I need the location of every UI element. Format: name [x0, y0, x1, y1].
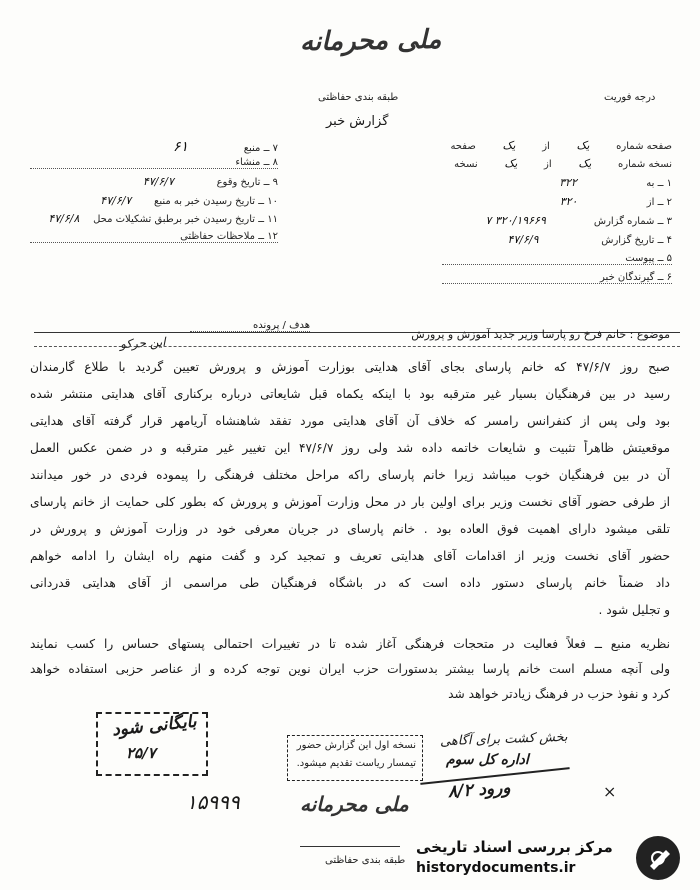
report-number-row — [441, 214, 672, 227]
page-number-value: یک — [576, 139, 590, 152]
subject-handwritten-note: این حرکو — [119, 334, 166, 352]
recipients-label: ۶ ــ گیرندگان خبر — [600, 272, 672, 283]
report-number-value: ۳۲۰/۱۹۶۶۹ ۷ — [485, 214, 546, 227]
page-number-mid: از — [542, 141, 550, 152]
page-number-label: صفحه شماره — [616, 141, 672, 152]
bottom-number: ۱۵۹۹۹ — [186, 790, 240, 814]
cross-mark: × — [603, 782, 617, 801]
opinion-line: ولی آنچه مسلم است خانم پارسا بیشتر بدستورات حزب ایران نوین توجه کرده و از عناصر حزبی استفاده خواهد — [30, 662, 670, 676]
copy-number-mid: از — [544, 159, 552, 170]
body-line: و تجلیل شود . — [598, 603, 670, 617]
footer-classification: طبقه بندی حفاظتی — [325, 855, 406, 866]
field-from-value: ۳۲۰ — [559, 195, 578, 208]
archive-note-date: ۲۵/۷ — [126, 744, 156, 762]
subject-row: موضوع : خانم فرخ رو پارسا وزیر جدید آموزش و پرورش — [411, 328, 670, 341]
report-title: گزارش خبر — [326, 114, 389, 129]
field-from-label: ۲ ــ از — [646, 197, 672, 208]
brand-logo-shape — [636, 836, 680, 880]
stamp-line1: نسخه اول این گزارش حضور — [296, 740, 416, 751]
security-notes-label: ۱۲ ــ ملاحظات حفاظتی — [180, 231, 278, 242]
body-line: حضور آقای نخست وزیر از اقدامات آقای هدایتی تعریف و تمجید کرد و گفت منهم راه ایشان را ادامه خواهم — [30, 549, 670, 563]
body-line: تلقی میشود دارای اهمیت فوق العاده بود . خانم پارسای در جریان معرفی خود در وزارت آموزش و پرورش در — [30, 522, 670, 536]
classification-header: طبقه بندی حفاظتی — [318, 92, 399, 103]
source-value: ۶۱ — [172, 139, 189, 155]
recipients-row — [442, 272, 672, 284]
opinion-line: نظریه منبع ــ فعلاً فعالیت در متحجات فرهنگی آغاز شده تا در تغییرات احتمالی پستهای حساس را کسب نمایند — [30, 637, 670, 651]
body-line: رسید در بین فرهنگیان بسیار غیر مترقبه بود با اینکه یکماه قبل شایعاتی درباره برکناری آقای هدایتی منتشر شده — [30, 387, 670, 401]
hadaf-label: هدف / پرونده — [190, 320, 310, 332]
top-seal: ملی محرمانه — [299, 24, 442, 58]
source-row — [30, 139, 278, 155]
field-to-label: ۱ ــ به — [646, 178, 672, 189]
field-to-row — [493, 176, 672, 189]
stamp-line2: تیمسار ریاست تقدیم میشود. — [296, 758, 416, 769]
priority-label: درجه فوریت — [604, 92, 656, 103]
report-date-label: ۴ ــ تاریخ گزارش — [601, 235, 672, 246]
body-line: صبح روز ۴۷/۶/۷ که خانم پارسای بجای آقای هدایتی بوزارت آموزش و پرورش تعیین گردید با طلاع گارمندان — [30, 360, 670, 374]
field-to-value: ۳۲۲ — [559, 176, 577, 189]
local-received-label: ۱۱ ــ تاریخ رسیدن خبر برطبق تشکیلات محل — [93, 214, 278, 225]
subject-divider-bottom — [34, 346, 680, 347]
page-number-row — [450, 139, 672, 152]
source-received-row — [30, 194, 278, 207]
body-line: بود ولی پس از کنفرانس رامسر که خلاف آن آقای هدایتی مورد تفقد شاهنشاه آریامهر قرار گرفته آقای هدایتی — [30, 414, 670, 428]
attachment-label: ۵ ــ پیوست — [625, 253, 672, 264]
footer-divider — [300, 846, 400, 847]
copy-suffix: نسخه — [454, 159, 478, 170]
archive-note: بایگانی شود — [111, 711, 198, 741]
local-received-value: ۴۷/۶/۸ — [48, 212, 80, 225]
body-line: داد ضمناً خانم پارسای دستور داده است که در باشگاه فرهنگیان طی مراسمی از آقای هدایتی قدردانی — [30, 576, 670, 590]
report-date-row — [448, 233, 672, 246]
copy-number-row — [454, 157, 672, 170]
copy-total-value: یک — [504, 157, 518, 170]
report-number-label: ۳ ــ شماره گزارش — [593, 216, 672, 227]
page-suffix: صفحه — [450, 141, 476, 152]
occurrence-date-label: ۹ ــ تاریخ وقوع — [216, 177, 278, 188]
subject-text: خانم فرخ رو پارسا وزیر جدید آموزش و پرورش — [411, 328, 627, 341]
body-line: آن در بین فرهنگیان خوب میباشد زیرا خانم پارسای راکه مراحل مختلف فرهنگی را پیموده فردی در خور میدانند — [30, 468, 670, 482]
origin-label: ۸ ــ منشاء — [235, 157, 278, 168]
local-received-row — [30, 212, 278, 225]
subject-label: موضوع — [636, 328, 670, 341]
sig-line2: اداره کل سوم — [446, 752, 529, 768]
copy-number-value: یک — [578, 157, 592, 170]
source-received-label: ۱۰ ــ تاریخ رسیدن خبر به منبع — [154, 196, 278, 207]
page-total-value: یک — [502, 139, 516, 152]
occurrence-date-value: ۴۷/۶/۷ — [142, 175, 174, 188]
security-notes-row — [30, 231, 278, 243]
copy-number-label: نسخه شماره — [618, 159, 672, 170]
brand-logo-icon — [636, 836, 680, 880]
report-date-value: ۴۷/۶/۹ — [507, 233, 539, 246]
sig-line1: بخش کشت برای آگاهی — [439, 729, 568, 750]
origin-row — [30, 157, 278, 169]
brand-url: historydocuments.ir — [416, 860, 576, 876]
opinion-line: کرد و نفوذ حزب در فرهنگ زیادتر خواهد شد — [448, 687, 670, 701]
field-from-row — [494, 195, 672, 208]
body-line: از طرفی حضور آقای نخست وزیر برای اولین بار در محل وزارت آموزش و پرورش که بطور کلی حمایت از خانم پارسای — [30, 495, 670, 509]
body-line: موقعیتش ظاهراً تثبیت و شایعات خاتمه داده شد ولی روز ۴۷/۶/۷ این تغییر غیر مترقبه و در ضمن عکس العمل — [30, 441, 670, 455]
source-received-value: ۴۷/۶/۷ — [100, 194, 132, 207]
occurrence-date-row — [30, 175, 278, 188]
brand-name: مرکز بررسی اسناد تاریخی — [416, 838, 613, 856]
attachment-row — [442, 253, 672, 265]
sig-line3: ورود ۸/۲ — [447, 777, 512, 803]
source-label: ۷ ــ منبع — [243, 143, 278, 154]
bottom-seal: ملی محرمانه — [300, 792, 409, 816]
